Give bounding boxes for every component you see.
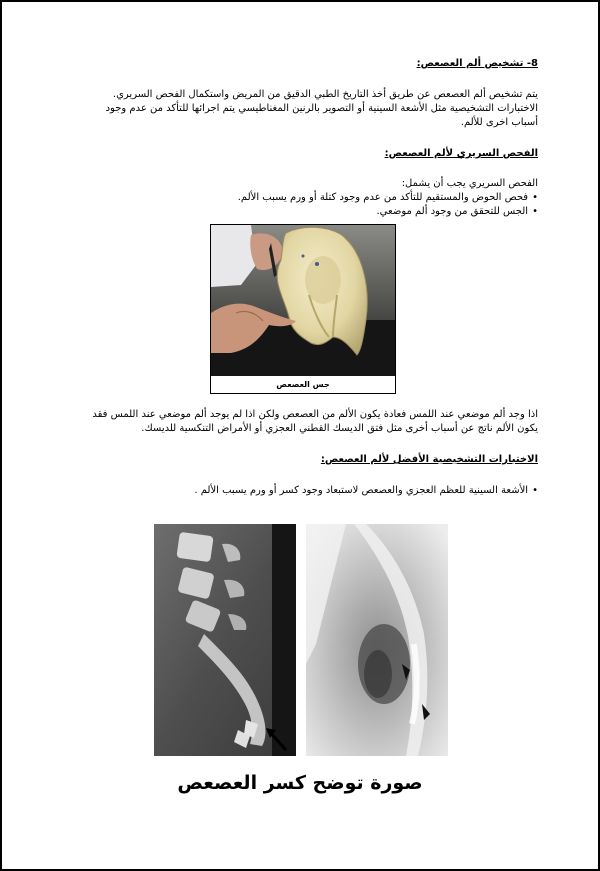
palpation-paragraph <box>64 408 538 436</box>
best-tests-heading: الاختبارات التشخيصية الأفضل لألم العصعص: <box>320 454 538 465</box>
palpation-photo <box>211 225 395 376</box>
palpation-line-1: اذا وجد ألم موضعي عند اللمس فعادة يكون الألم من العصعص ولكن اذا لم يوجد ألم موضعي عند اللمس فقد <box>92 409 538 420</box>
clinical-exam-bullet-2: • الجس للتحقق من وجود ألم موضعي. <box>64 205 538 219</box>
xray-lateral-image <box>306 524 448 756</box>
fracture-figure-caption: صورة توضح كسر العصعص <box>177 772 423 794</box>
section-heading: 8- تشخيص ألم العصعص: <box>416 58 538 69</box>
best-tests-list <box>64 484 538 498</box>
intro-line-1: يتم تشخيص ألم العصعص عن طريق أخذ التاريخ الطبي الدقيق من المريض واستكمال الفحص السريري. <box>112 89 538 100</box>
intro-paragraph <box>64 88 538 130</box>
intro-line-2: الاختبارات التشخيصية مثل الأشعة السينية أو التصوير بالرنين المغناطيسي يتم اجرائها للتأكد من عدم وجود <box>105 103 538 114</box>
intro-line-3: أسباب اخرى للألم. <box>460 117 538 128</box>
clinical-exam-bullet-1: • فحص الحوض والمستقيم للتأكد من عدم وجود كتلة أو ورم يسبب الألم. <box>64 191 538 205</box>
clinical-exam-heading: الفحص السريري لألم العصعص: <box>384 148 538 159</box>
best-tests-bullet-1: • الأشعة السينية للعظم العجزي والعصعص لاستبعاد وجود كسر أو ورم يسبب الألم . <box>64 484 538 498</box>
clinical-exam-intro: الفحص السريري يجب أن يشمل: <box>401 178 538 189</box>
palpation-line-2: يكون الألم ناتج عن أسباب أخرى مثل فتق الديسك القطني العجزي أو الأمراض التنكسية للديسك. <box>141 423 538 434</box>
palpation-photo-caption: جس العصعص <box>211 376 395 393</box>
palpation-photo-figure <box>210 224 396 394</box>
clinical-exam-list <box>64 177 538 219</box>
ct-sagittal-image <box>154 524 296 756</box>
